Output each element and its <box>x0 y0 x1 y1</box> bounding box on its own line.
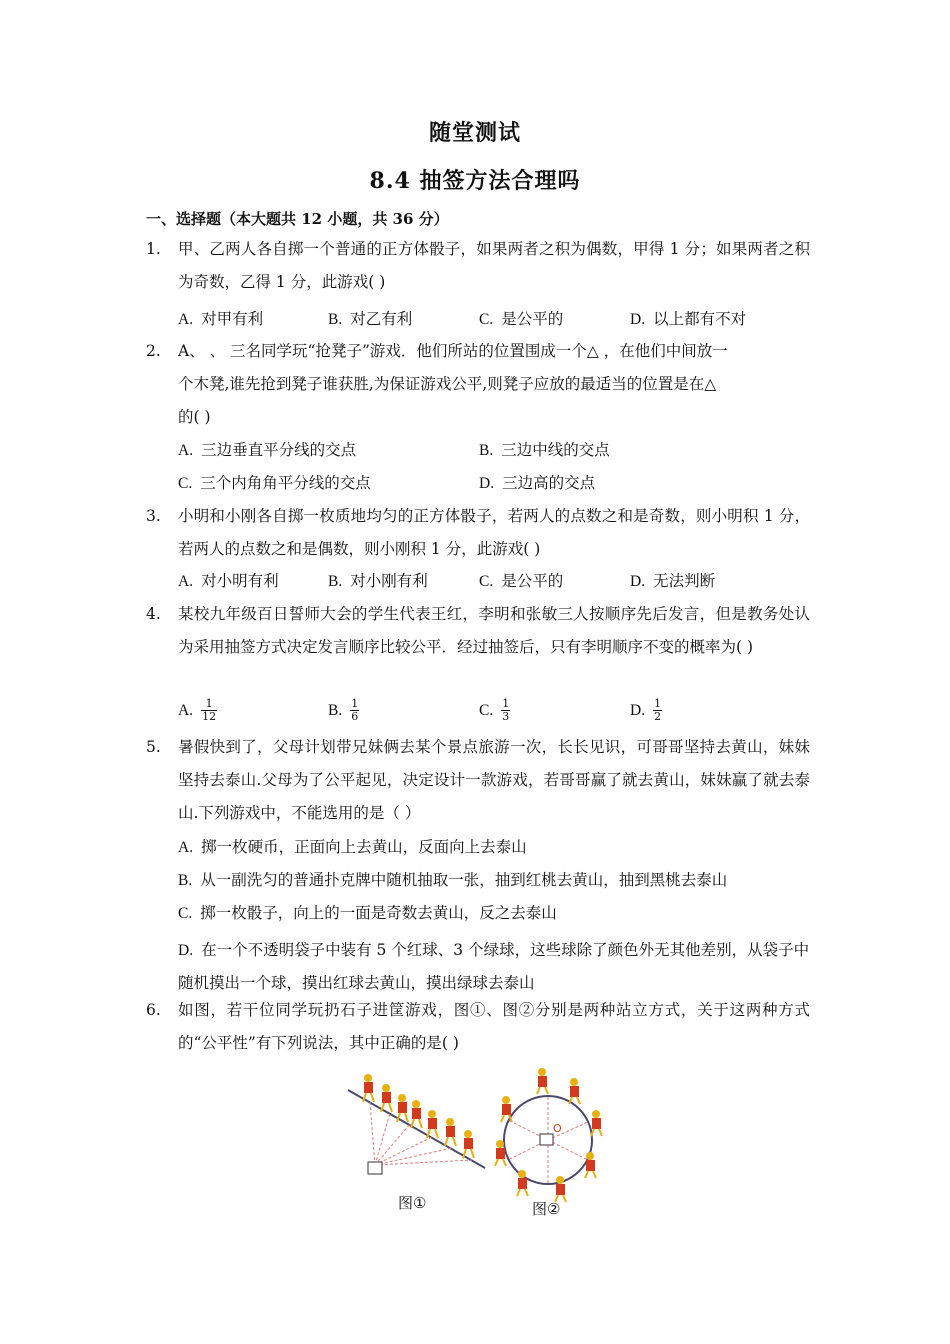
figure-1-label: 图① <box>398 1194 427 1212</box>
option-b: B. 对乙有利 <box>328 310 413 328</box>
option-a: A. $\frac{1}{12}$ <box>178 697 217 723</box>
option-d: D. $\frac{1}{2}$ <box>630 697 662 723</box>
question-text-line-2: 个木凳,谁先抢到凳子谁获胜,为保证游戏公平,则凳子应放的最适当的位置是在△ <box>178 375 717 393</box>
figure-throwing-game <box>340 1060 620 1230</box>
option-b: B. 对小刚有利 <box>328 572 428 590</box>
question-number: 3. <box>146 507 161 525</box>
figure-illustration <box>340 1060 620 1230</box>
question-number: 2. <box>146 342 161 360</box>
option-c: C. 三个内角角平分线的交点 <box>178 474 371 492</box>
option-d: D. 无法判断 <box>630 572 716 590</box>
option-b: B. 三边中线的交点 <box>479 441 610 459</box>
option-c: C. 是公平的 <box>479 310 564 328</box>
question-number: 5. <box>146 738 161 756</box>
question-number: 1. <box>146 240 161 258</box>
question-number: 6. <box>146 1001 161 1019</box>
figure-2-label: 图② <box>532 1200 561 1218</box>
fraction: $\frac{1}{6}$ <box>351 697 359 723</box>
question-text-line-1: A、 、 三名同学玩“抢凳子”游戏．他们所站的位置围成一个△ ，在他们中间放一 <box>178 342 728 360</box>
question-text-line-3: 的( ) <box>178 408 211 426</box>
option-a: A. 三边垂直平分线的交点 <box>178 441 357 459</box>
option-b: B. 从一副洗匀的普通扑克牌中随机抽取一张，抽到红桃去黄山，抽到黑桃去泰山 <box>178 871 728 889</box>
question-text: 小明和小刚各自掷一枚质地均匀的正方体骰子，若两人的点数之和是奇数，则小明积 1 分，若两人的点数之和是偶数，则小刚积 1 分，此游戏( ) <box>178 507 810 558</box>
basket-icon <box>368 1162 382 1174</box>
option-d: D. 以上都有不对 <box>630 310 747 328</box>
option-c: C. 掷一枚骰子，向上的一面是奇数去黄山，反之去泰山 <box>178 904 557 922</box>
question-text: 甲、乙两人各自掷一个普通的正方体骰子，如果两者之积为偶数，甲得 1 分；如果两者之积为奇数，乙得 1 分，此游戏( ) <box>178 240 810 291</box>
option-c: C. $\frac{1}{3}$ <box>479 697 510 723</box>
page-title: 随堂测试 <box>428 120 521 146</box>
option-c: C. 是公平的 <box>479 572 564 590</box>
basket-icon <box>540 1134 553 1145</box>
question-text: 如图，若干位同学玩扔石子进筐游戏，图①、图②分别是两种站立方式，关于这两种方式的“公平性”有下列说法，其中正确的是( ) <box>178 1001 810 1052</box>
option-a: A. 对小明有利 <box>178 572 279 590</box>
question-text: 暑假快到了，父母计划带兄妹俩去某个景点旅游一次，长长见识，可哥哥坚持去黄山，妹妹坚持去泰山.父母为了公平起见，决定设计一款游戏，若哥哥赢了就去黄山，妹妹赢了就去泰山.下列游戏中，不能选用的是（ ） <box>178 738 810 822</box>
option-a: A. 掷一枚硬币，正面向上去黄山，反面向上去泰山 <box>178 838 527 856</box>
page-subtitle: 8.4 抽签方法合理吗 <box>369 168 581 194</box>
section-heading: 一、选择题（本大题共 12 小题，共 36 分） <box>146 210 449 228</box>
option-b: B. $\frac{1}{6}$ <box>328 697 359 723</box>
people-figure-1 <box>363 1074 474 1158</box>
fraction: $\frac{1}{3}$ <box>502 697 510 723</box>
center-label: O <box>553 1122 562 1135</box>
question-number: 4. <box>146 605 161 623</box>
fraction: $\frac{1}{12}$ <box>202 697 217 723</box>
option-d: D. 在一个不透明袋子中装有 5 个红球、3 个绿球，这些球除了颜色外无其他差别，从袋子中随机摸出一个球，摸出红球去黄山，摸出绿球去泰山 <box>178 941 810 992</box>
fraction: $\frac{1}{2}$ <box>654 697 662 723</box>
option-d: D. 三边高的交点 <box>479 474 596 492</box>
question-text: 某校九年级百日誓师大会的学生代表王红，李明和张敏三人按顺序先后发言，但是教务处认为采用抽签方式决定发言顺序比较公平．经过抽签后，只有李明顺序不变的概率为( ) <box>178 605 810 656</box>
option-a: A. 对甲有利 <box>178 310 264 328</box>
